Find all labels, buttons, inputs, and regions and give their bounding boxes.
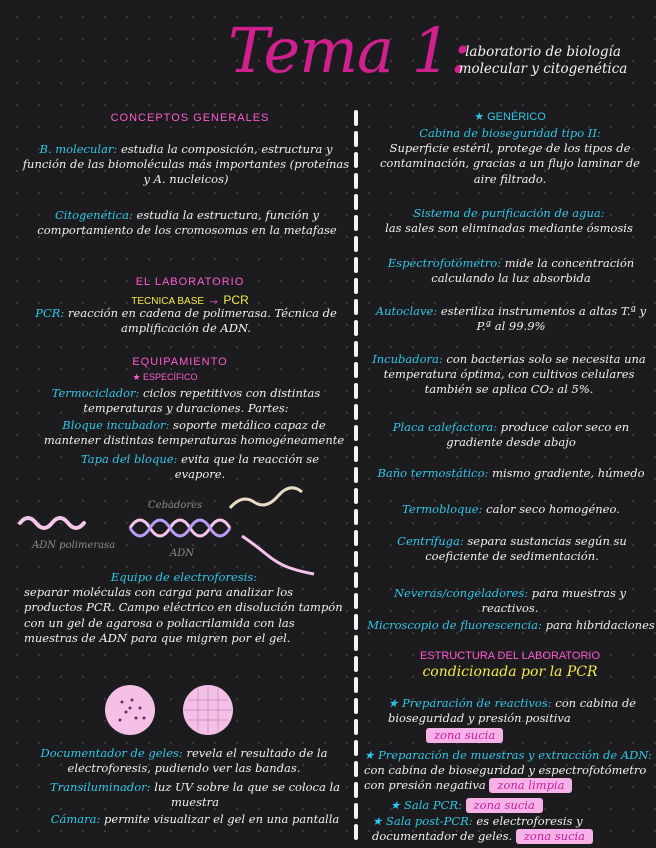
b-molecular-entry	[20, 142, 352, 188]
citogenetica-term: Citogenética:	[54, 208, 133, 222]
conceptos-heading: CONCEPTOS GENERALES	[110, 112, 270, 124]
equipamiento-heading: EQUIPAMIENTO	[132, 356, 228, 368]
documentador-def: revela el resultado de la electroforesis, pudiendo ver las bandas.	[67, 746, 328, 776]
gel-agarosa	[105, 685, 155, 735]
generico-label: ★ GENÉRICO	[474, 111, 546, 123]
tapa-term: Tapa del bloque:	[80, 452, 178, 466]
microscopio-def: para hibridaciones	[545, 618, 655, 632]
zona-limpia-badge: zona limpia	[489, 778, 572, 793]
sala-pcr-term: ★ Sala PCR:	[390, 798, 462, 812]
bloque-def: soporte metálico capaz de mantener distintas temperaturas homogéneamente	[43, 418, 345, 448]
arrow-icon: →	[207, 292, 221, 307]
estructura-heading: ESTRUCTURA DEL LABORATORIO	[419, 650, 601, 662]
tecnica-base-row	[40, 292, 340, 307]
page-subtitle	[438, 44, 648, 78]
centrifuga-term: Centrífuga:	[397, 534, 464, 548]
camara-entry	[40, 812, 350, 827]
termobloque-entry	[370, 502, 652, 517]
especifico-label: ★ ESPECÍFICO	[132, 372, 198, 382]
prep-reactivos-entry	[366, 696, 654, 744]
termociclador-def: ciclos repetitivos con distintas temperaturas y duraciones. Partes:	[83, 386, 321, 416]
b-molecular-def: estudia la composición, estructura y función de las biomoléculas más importantes (proteínas y A. nucleicos)	[22, 142, 350, 187]
termociclador-entry	[26, 386, 346, 416]
transiluminador-def: luz UV sobre la que se coloca la muestra	[154, 780, 341, 810]
bloque-entry	[38, 418, 350, 448]
incubadora-entry	[364, 352, 654, 398]
centrifuga-def: separa sustancias según su coeficiente de sedimentación.	[425, 534, 627, 564]
nucleotide-strand	[20, 518, 84, 528]
citogenetica-def: estudia la estructura, función y comportamiento de los cromosomas en la metafase	[37, 208, 337, 238]
termobloque-def: calor seco homogéneo.	[486, 502, 620, 516]
sistema-def: las sales son eliminadas mediante ósmosis	[385, 221, 633, 236]
electroforesis-def: separar moléculas con carga para analizar los productos PCR. Campo eléctrico en disolución tampón con un gel de agarosa o poliacrilamida con las muestras de ADN para que migren por el gel.	[24, 585, 343, 645]
placa-entry	[370, 420, 652, 450]
bloque-term: Bloque incubador:	[62, 418, 170, 432]
cabina-entry	[368, 126, 652, 187]
citogenetica-entry	[22, 208, 352, 238]
termobloque-term: Termobloque:	[402, 502, 483, 516]
pcr-def: reacción en cadena de polimerasa. Técnica de amplificación de ADN.	[67, 306, 337, 336]
bano-def: mismo gradiente, húmedo	[492, 466, 645, 480]
espectrofotometro-def: mide la concentración calculando la luz absorbida	[431, 256, 635, 286]
bano-term: Baño termostático:	[377, 466, 489, 480]
camara-def: permite visualizar el gel en una pantalla	[104, 812, 340, 826]
pcr-entry	[26, 306, 346, 336]
camara-term: Cámara:	[50, 812, 101, 826]
cabina-def: Superficie estéril, protege de los tipos de contaminación, gracias a un flujo laminar de aire filtrado.	[379, 141, 640, 186]
sala-post-pcr-def: es electroforesis y documentador de geles.	[372, 814, 583, 844]
prep-muestras-def: con cabina de bioseguridad y espectrofotómetro con presión negativa	[364, 763, 647, 793]
dna-label-cebadores: Cebadores	[148, 500, 203, 511]
page-title: Tema 1:	[228, 14, 471, 87]
sala-post-pcr-entry	[372, 814, 654, 844]
centrifuga-entry	[372, 534, 652, 564]
transiluminador-entry	[40, 780, 350, 810]
zona-sucia-badge-pcr: zona sucia	[466, 798, 543, 813]
dna-label-adn: ADN	[170, 548, 194, 559]
electroforesis-entry	[24, 570, 344, 646]
sistema-term: Sistema de purificación de agua:	[413, 206, 605, 220]
autoclave-term: Autoclave:	[375, 304, 438, 318]
incubadora-def: con bacterias solo se necesita una temperatura óptima, con cultivos celulares también se aplica CO₂ al 5%.	[383, 352, 646, 397]
tecnica-base-value: PCR	[223, 293, 249, 307]
documentador-entry	[16, 746, 352, 776]
placa-def: produce calor seco en gradiente desde abajo	[446, 420, 630, 450]
zona-sucia-badge-post: zona sucia	[516, 829, 593, 844]
estructura-subheading: condicionada por la PCR	[422, 664, 598, 680]
cabina-term: Cabina de bioseguridad tipo II:	[419, 126, 601, 140]
subtitle-line-1: laboratorio de biología	[465, 44, 621, 60]
neveras-def: para muestras y reactivos.	[481, 586, 627, 616]
pcr-term: PCR:	[35, 306, 65, 320]
espectrofotometro-term: Espectrofotómetro:	[387, 256, 502, 270]
laboratorio-heading: EL LABORATORIO	[135, 276, 245, 288]
tecnica-base-label: TECNICA BASE	[131, 296, 205, 307]
termociclador-term: Termociclador:	[51, 386, 140, 400]
b-molecular-term: B. molecular:	[39, 142, 118, 156]
prep-reactivos-def: con cabina de bioseguridad y presión positiva	[388, 696, 637, 726]
replicating-strand-a	[230, 488, 302, 508]
tapa-def: evita que la reacción se evapore.	[174, 452, 320, 482]
prep-reactivos-term: ★ Preparación de reactivos:	[388, 696, 552, 710]
transiluminador-term: Transiluminador:	[49, 780, 151, 794]
zona-sucia-badge: zona sucia	[426, 728, 503, 743]
subtitle-line-2: molecular y citogenética	[458, 60, 628, 77]
placa-term: Placa calefactora:	[392, 420, 498, 434]
autoclave-def: esteriliza instrumentos a altas T.ª y P.ª al 99.9%	[440, 304, 647, 334]
gel-plates-illustration	[100, 678, 280, 740]
sistema-entry	[364, 206, 654, 236]
autoclave-entry	[370, 304, 652, 334]
prep-muestras-term: ★ Preparación de muestras y extracción de ADN:	[364, 748, 652, 762]
documentador-term: Documentador de geles:	[40, 746, 183, 760]
sala-post-pcr-term: ★ Sala post-PCR:	[372, 814, 473, 828]
microscopio-entry	[366, 618, 656, 633]
electroforesis-term: Equipo de electroforesis:	[110, 570, 258, 584]
microscopio-term: Microscopio de fluorescencia:	[367, 618, 542, 632]
neveras-term: Neveras/congeladores:	[393, 586, 529, 600]
replicating-strand-b	[242, 536, 314, 574]
prep-muestras-entry	[364, 748, 654, 794]
incubadora-term: Incubadora:	[372, 352, 443, 366]
column-divider	[351, 110, 361, 846]
sala-pcr-entry	[390, 798, 650, 813]
espectrofotometro-entry	[370, 256, 652, 286]
pcr-dna-illustration	[10, 478, 350, 578]
bano-entry	[368, 466, 654, 481]
dna-label-polimerasa: ADN polimerasa	[32, 540, 116, 551]
neveras-entry	[366, 586, 654, 616]
